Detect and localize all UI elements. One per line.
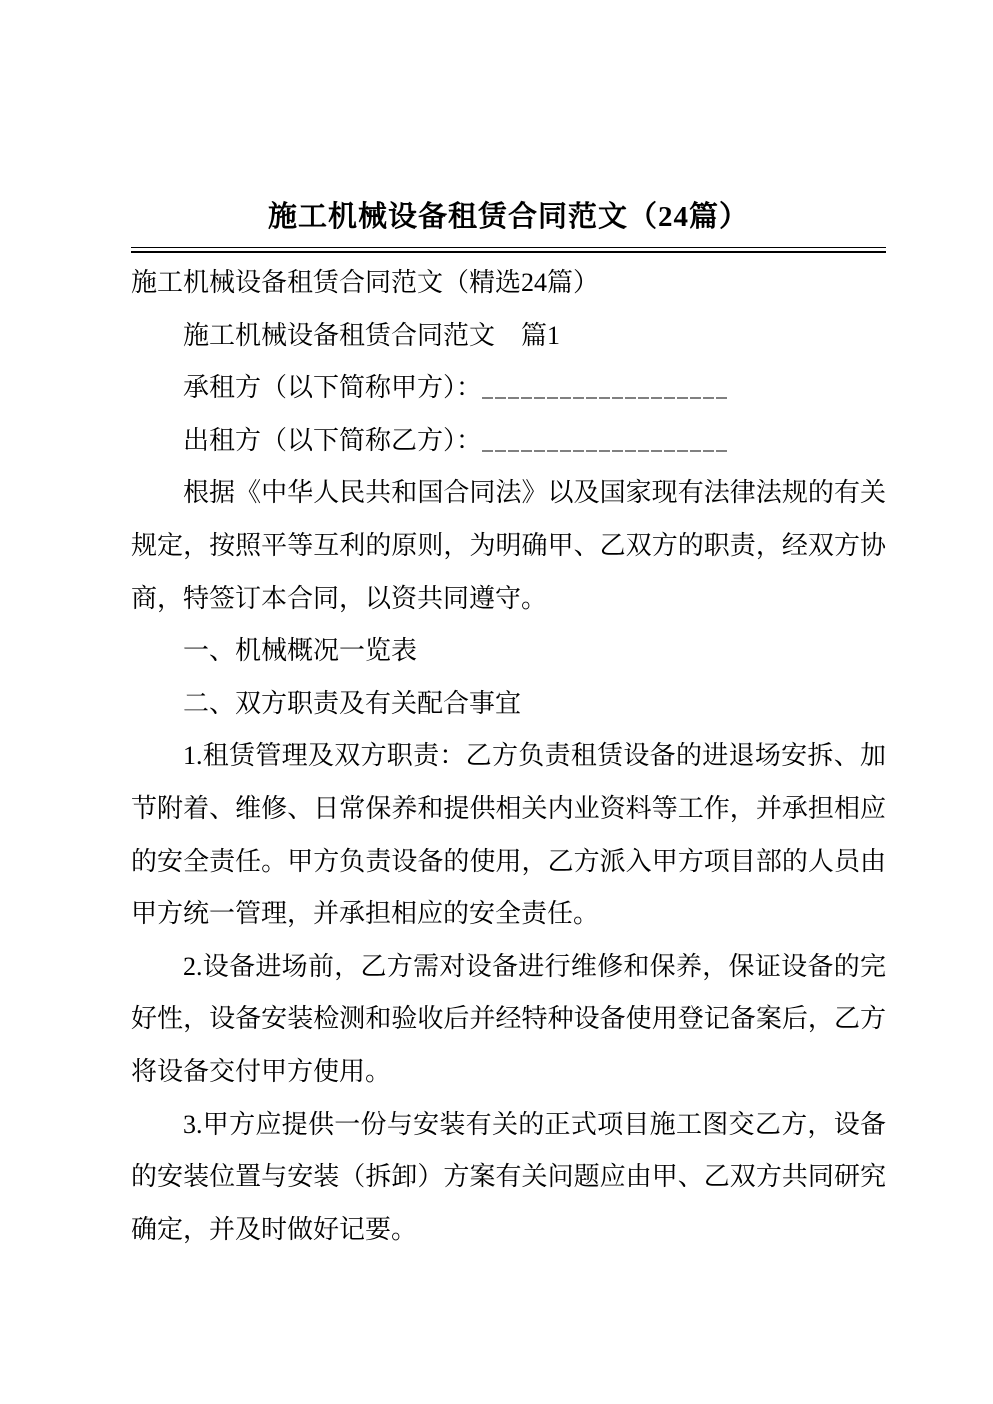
paragraph-7 (131, 678, 886, 731)
paragraph-text: 2.设备进场前，乙方需对设备进行维修和保养，保证设备的完好性，设备安装检测和验收后并经特种设备使用登记备案后，乙方将设备交付甲方使用。 (131, 951, 886, 1086)
paragraph-9 (131, 941, 886, 1099)
paragraph-10 (131, 1099, 886, 1257)
paragraph-text: 施工机械设备租赁合同范文（精选24篇） (131, 268, 600, 297)
fill-in-blank-line (482, 397, 728, 399)
paragraph-2 (131, 310, 886, 363)
fill-in-blank-line (482, 450, 728, 452)
paragraph-text: 根据《中华人民共和国合同法》以及国家现有法律法规的有关规定，按照平等互利的原则，为明确甲、乙双方的职责，经双方协商，特签订本合同，以资共同遵守。 (131, 478, 886, 613)
paragraph-8 (131, 730, 886, 940)
paragraph-6 (131, 625, 886, 678)
paragraph-text: 1.租赁管理及双方职责：乙方负责租赁设备的进退场安拆、加节附着、维修、日常保养和提供相关内业资料等工作，并承担相应的安全责任。甲方负责设备的使用，乙方派入甲方项目部的人员由甲方统一管理，并承担相应的安全责任。 (131, 741, 886, 929)
title-double-rule (131, 247, 886, 253)
paragraph-text: 二、双方职责及有关配合事宜 (183, 688, 522, 718)
paragraph-4 (131, 415, 886, 468)
paragraph-3 (131, 362, 886, 415)
document-body (131, 257, 886, 1256)
paragraph-1 (131, 257, 886, 310)
paragraph-text: 一、机械概况一览表 (183, 636, 418, 666)
document-title: 施工机械设备租赁合同范文（24篇） (267, 201, 749, 233)
paragraph-text: 施工机械设备租赁合同范文 篇1 (183, 320, 561, 350)
paragraph-text: 3.甲方应提供一份与安装有关的正式项目施工图交乙方，设备的安装位置与安装（拆卸）方案有关问题应由甲、乙双方共同研究确定，并及时做好记要。 (131, 1109, 886, 1244)
paragraph-5 (131, 467, 886, 625)
paragraph-text: 出租方（以下简称乙方）： (183, 425, 483, 455)
paragraph-text: 承租方（以下简称甲方）： (183, 373, 483, 403)
